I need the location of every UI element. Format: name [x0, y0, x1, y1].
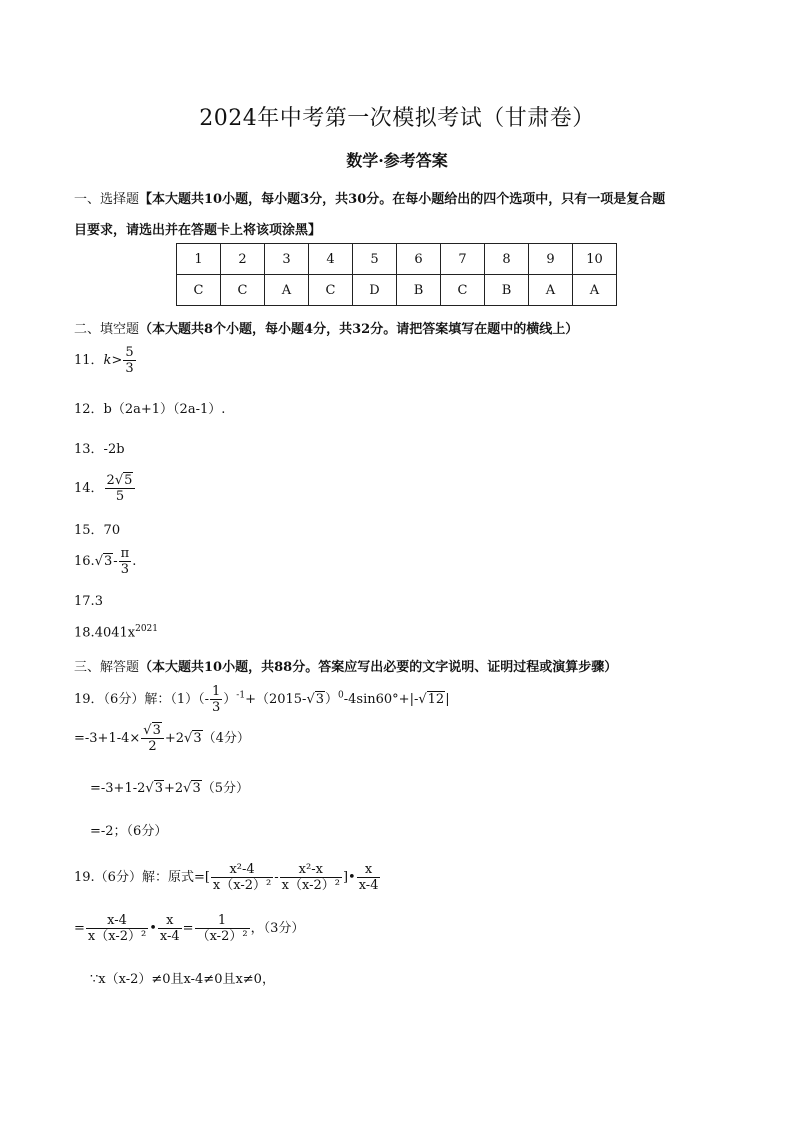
answer-expression: 4041x [94, 625, 136, 641]
solution-text: ∵x（x-2）≠0且x-4≠0且x≠0， [90, 972, 275, 987]
answer-expression: 70 [103, 523, 121, 538]
page-subtitle: 数学·参考答案 [346, 151, 448, 170]
answer-15 [74, 519, 120, 538]
solution-step-3 [90, 820, 167, 839]
solution-text: =-3+1-4× [74, 731, 141, 746]
table-cell-num: 1 [177, 244, 221, 275]
answer-expression: b（2a+1）（2a-1）. [103, 402, 226, 417]
table-cell-answer: A [529, 275, 573, 306]
section2-label: 二、填空题 [74, 322, 140, 337]
numerator: 5 [125, 345, 134, 360]
table-cell-answer: A [265, 275, 309, 306]
section1-heading-cont [74, 219, 321, 238]
exponent: 2021 [135, 624, 159, 634]
variable: k [103, 353, 112, 368]
numerator: 1 [195, 913, 250, 929]
solution-19-part2 [74, 862, 381, 893]
radicand: 3 [103, 554, 113, 569]
denominator: x（x-2）² [281, 878, 340, 893]
exponent: -1 [236, 690, 246, 701]
denominator: （x-2）² [196, 929, 248, 944]
solution-step-2: =-3+1-2√3+2√3（5分） [90, 781, 249, 796]
section2-heading [74, 318, 578, 337]
section1-label: 一、选择题 [74, 192, 140, 207]
solution-step-4 [74, 913, 304, 944]
solution-text: ） [325, 692, 339, 707]
table-cell-answer: B [397, 275, 441, 306]
fraction [105, 473, 136, 504]
fraction [195, 913, 250, 944]
question-number: 17. [74, 594, 95, 609]
numerator: x²-4 [211, 862, 273, 878]
question-number: 14． [74, 481, 104, 496]
radicand: 3 [154, 781, 163, 796]
table-cell-answer: C [309, 275, 353, 306]
table-cell-num: 10 [573, 244, 617, 275]
denominator: x（x-2）² [87, 929, 147, 944]
question-number: 12． [74, 402, 104, 417]
numerator: x-4 [86, 913, 148, 929]
operator: - [274, 870, 279, 885]
solution-text: | [445, 692, 450, 707]
denominator: 3 [211, 700, 221, 715]
question-number: 13． [74, 442, 104, 457]
answer-table-numbers-row [177, 244, 617, 275]
solution-text: ]• [342, 870, 356, 885]
solution-text: =-3+1-2 [90, 781, 146, 796]
numerator: x [158, 913, 182, 929]
radicand: 3 [152, 723, 161, 738]
table-cell-answer: C [221, 275, 265, 306]
question-number: 18. [74, 625, 95, 641]
denominator: x（x-2）² [212, 878, 272, 893]
operator: • [149, 921, 157, 936]
solution-text: +（2015- [245, 692, 307, 707]
answer-16: 16.√3- $\frac{\pi}{3}$ . [74, 546, 137, 577]
section3-text: （本大题共10小题，共88分。答案应写出必要的文字说明、证明过程或演算步骤） [139, 660, 618, 675]
solution-text: （5分） [201, 781, 249, 796]
question-number: 11． [74, 353, 104, 368]
radicand: 3 [315, 692, 325, 707]
numerator: x²-x [280, 862, 342, 878]
punctuation: . [132, 554, 137, 569]
solution-text: +2 [163, 781, 184, 796]
numerator: 2√5 [105, 473, 136, 489]
answer-table [176, 243, 617, 306]
answer-17 [74, 594, 103, 609]
table-cell-num: 7 [441, 244, 485, 275]
denominator: x-4 [358, 878, 379, 893]
operator: > [111, 353, 123, 368]
table-cell-num: 3 [265, 244, 309, 275]
operator: - [113, 554, 118, 569]
denominator: 3 [120, 562, 130, 577]
fraction [210, 684, 222, 715]
answer-table-answers-row [177, 275, 617, 306]
solution-text: ） [223, 692, 237, 707]
table-cell-num: 4 [309, 244, 353, 275]
solution-text: ，（3分） [250, 921, 305, 936]
question-number: 16. [74, 554, 95, 569]
table-cell-answer: B [485, 275, 529, 306]
numerator: x [357, 862, 381, 878]
section3-heading [74, 656, 617, 675]
solution-step-5 [90, 968, 275, 987]
radicand: 5 [124, 473, 133, 488]
numerator: 1 [211, 684, 221, 699]
section1-text: 【本大题共10小题，每小题3分，共30分。在每小题给出的四个选项中，只有一项是复合题 [139, 192, 666, 207]
fraction [86, 913, 148, 944]
fraction [158, 913, 182, 944]
coefficient: 2 [106, 473, 115, 488]
answer-12 [74, 398, 225, 417]
page-title: 2024年中考第一次模拟考试（甘肃卷） [199, 106, 595, 131]
solution-text: -4sin60°+|- [343, 692, 419, 707]
fraction [119, 546, 132, 577]
radicand: 12 [427, 692, 445, 707]
denominator: 2 [148, 739, 157, 754]
table-cell-num: 2 [221, 244, 265, 275]
section2-text: （本大题共8个小题，每小题4分，共32分。请把答案填写在题中的横线上） [139, 322, 579, 337]
numerator: √3 [141, 723, 164, 739]
solution-text: +2 [164, 731, 185, 746]
radicand: 3 [193, 731, 202, 746]
denominator: 5 [115, 489, 125, 504]
section1-heading [74, 188, 665, 207]
answer-expression: 3 [94, 594, 103, 609]
operator: = [182, 921, 194, 936]
table-cell-num: 8 [485, 244, 529, 275]
exponent: 0 [338, 690, 344, 701]
table-cell-answer: C [177, 275, 221, 306]
answer-expression: -2b [103, 442, 125, 457]
solution-text: （4分） [202, 731, 250, 746]
fraction [280, 862, 342, 893]
radicand: 3 [192, 781, 201, 796]
solution-text: 19．（6分）解：（1）（- [74, 692, 209, 707]
table-cell-num: 5 [353, 244, 397, 275]
fraction [357, 862, 381, 893]
fraction [211, 862, 273, 893]
fraction [123, 345, 135, 376]
answer-11 [74, 345, 137, 376]
answer-14 [74, 473, 136, 504]
fraction [141, 723, 164, 754]
section3-label: 三、解答题 [74, 660, 140, 675]
section1-text-2: 目要求，请选出并在答题卡上将该项涂黑】 [74, 223, 322, 238]
table-cell-answer: C [441, 275, 485, 306]
table-cell-num: 9 [529, 244, 573, 275]
solution-step-1: =-3+1-4× $\frac{√3}{2}$ +2√3（4分） [74, 723, 250, 754]
denominator: x-4 [159, 929, 180, 944]
denominator: 3 [125, 361, 134, 376]
table-cell-answer: A [573, 275, 617, 306]
answer-18 [74, 624, 158, 640]
solution-text: =-2；（6分） [90, 824, 168, 839]
solution-text: 19.（6分）解：原式=[ [74, 870, 210, 885]
table-cell-num: 6 [397, 244, 441, 275]
answer-13 [74, 438, 125, 457]
question-number: 15． [74, 523, 104, 538]
solution-19-part1: 19．（6分）解：（1）（- $\frac{1}{3}$ ）$^{-1}+(2015-√3)^0-4\sin 60^\circ+|-√12|$ [74, 684, 450, 715]
operator: = [74, 921, 85, 936]
numerator: π [120, 546, 130, 561]
table-cell-answer: D [353, 275, 397, 306]
